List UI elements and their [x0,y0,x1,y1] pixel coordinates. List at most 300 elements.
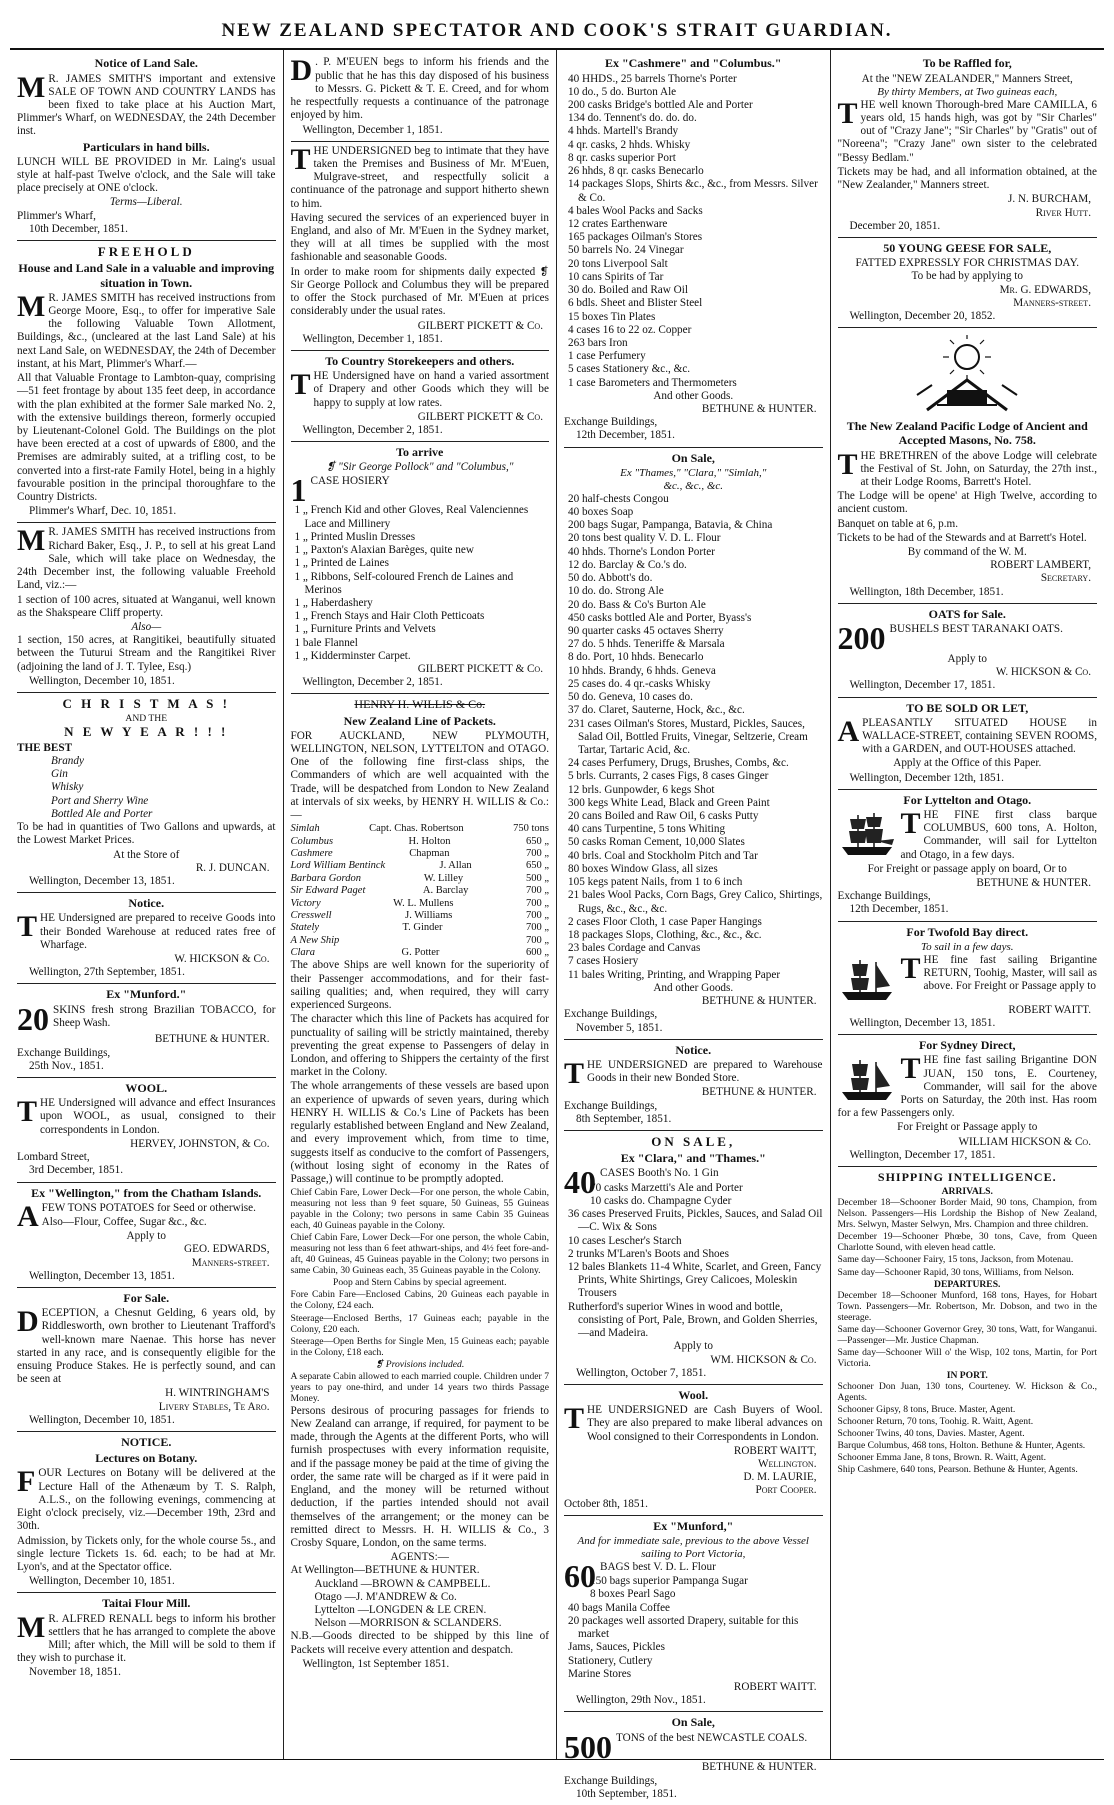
list-item: 4 hhds. Martell's Brandy [568,125,679,138]
in-port-list [838,1381,1098,1475]
list-item: 231 cases Oilman's Stores, Mustard, Pickles, Sauces, Salad Oil, Bottled Fruits, Vinegar, Seltzerie, Cream Tartar, Tartaric Acid, &c. [568,717,808,756]
list-item: Port and Sherry Wine [51,794,149,807]
ad-heading: To be Raffled for, [922,56,1012,71]
wool-buyers [564,1385,823,1516]
in-port-heading: IN PORT. [946,1369,988,1381]
list-item: 6 bdls. Sheet and Blister Steel [568,297,703,310]
ad-body: HE UNDERSIGNED are Cash Buyers of Wool. They are also prepared to make liberal advances on Wool consigned to their Correspondents in London. [587,1404,823,1443]
list-item: 1 „ Furniture Prints and Velvets [294,623,436,636]
also: Also— [131,621,162,634]
list-item: 50 do. Geneva, 10 cases do. [568,691,693,704]
ad-body: In order to make room for shipments daily expected ❡ Sir George Pollock and Columbus they will be prepared to offer the Stock purchased of Mr. M'Euen at prices considerably under the usual rates. [290,265,549,318]
shipping-intelligence [838,1167,1098,1480]
ad-body: HE well known Thorough-bred Mare CAMILLA, 6 years old, 15 hands high, was got by "Sir Charles" out of "Crazy Jane"; "Sir Charles" by "Gratis" out of "Noreena"; "Crazy Jane" own sister to the celebrated "Bessy Bedlam." [837,98,1097,164]
drop-cap: D [17,1305,39,1339]
place: Plimmer's Wharf, [17,209,96,222]
signature: ROBERT WAITT, [733,1444,817,1457]
packets-ad [291,694,550,1675]
drop-cap: T [17,1095,38,1129]
list-item: 40 HHDS., 25 barrels Thorne's Porter [568,72,737,85]
list-item: 80 boxes Window Glass, all sizes [568,862,718,875]
list-item: 1 „ French Stays and Hair Cloth Petticoats [294,610,485,623]
list-item: 5 brls. Currants, 2 cases Figs, 8 cases Ginger [568,770,769,783]
list-item: 30 do. Boiled and Raw Oil [568,284,688,297]
date: Wellington, 27th September, 1851. [29,966,185,979]
notice-bonded-store [564,1040,823,1131]
drop-cap: T [290,142,311,176]
country-storekeepers [291,351,550,442]
ad-body: The Lodge will be opene' at High Twelve, according to ancient custom. [837,490,1097,516]
arrivals-list [838,1197,1098,1277]
list-item: 2 trunks M'Laren's Boots and Shoes [568,1247,729,1260]
on-sale-thames [564,448,823,1040]
ad-heading: To arrive [396,445,444,460]
ad-subheading: FATTED EXPRESSLY FOR CHRISTMAS DAY. [855,257,1080,270]
ship-icon [838,956,896,1004]
ad-body: Also—Flour, Coffee, Sugar &c., &c. [41,1215,207,1228]
list-item: 1 case Barometers and Thermometers [568,376,737,389]
botany-lectures [17,1432,276,1593]
list-item: Brandy [51,755,84,768]
ad-body: Admission, by Tickets only, for the whole course 5s., and single lecture Tickets 1s. 6d. each; to be had at Mr. Lyon's, and at the Spectator office. [17,1534,276,1573]
departures-list [838,1290,1098,1369]
sydney-direct [838,1035,1098,1167]
list-item: 23 bales Cordage and Canvas [568,942,701,955]
ad-body: The whole arrangements of these vessels are based upon an experience of upwards of seven years, during which HENRY H. WILLIS & Co.'s Line of Packets has been regularly established between England and New Zealand, and every improvement which, from time to time, suggests itself as conducive to the comfort of Passengers, (without losing sight of economy in the Rates of Passage,) will continue to be promptly adopted. [290,1080,549,1185]
fare-item: Steerage—Open Berths for Single Men, 15 Guineas each; payable in the Colony, £18 each. [290,1335,549,1358]
drop-cap: F [17,1465,36,1499]
signature: H. WINTRINGHAM'S [165,1387,270,1400]
list-item: 4 qr. casks, 2 hhds. Whisky [568,138,691,151]
date: Wellington, December 10, 1851. [29,674,175,687]
the-best: THE BEST [17,741,73,754]
list-item: December 18—Schooner Munford, 168 tons, Hayes, for Hobart Town. Passengers—Mr. Robertson, Mr. Dobson, and two in the steerage. [837,1289,1097,1323]
ad-body: HE Undersigned will advance and effect Insurances upon WOOL, as usual, consigned to their correspondents in London. [40,1097,276,1136]
baker-land-sale [17,523,276,693]
list-item: 200 casks Bridge's bottled Ale and Porter [568,99,753,111]
signature: WM. HICKSON & Co. [710,1353,817,1366]
apply: Apply to [126,1230,166,1243]
date: 12th December, 1851. [576,429,675,442]
list-item: 10 hhds. Brandy, 6 hhds. Geneva [568,664,716,677]
list-item: December 18—Schooner Border Maid, 90 tons, Champion, from Nelson. Passengers—His Lordship the Bishop of New Zealand, Mrs. Selwyn, Master Selwyn, Mrs. Champion and three children. [837,1197,1097,1231]
ad-heading: ON SALE, [651,1134,736,1149]
house-to-let [838,698,1098,790]
date: 10th December, 1851. [29,222,128,235]
chatham-potatoes [17,1183,276,1288]
list-item: Schooner Emma Jane, 8 tons, Brown. R. Waitt, Agent. [837,1452,1046,1464]
list-item: 12 crates Earthenware [568,217,668,230]
big-number: 20 [17,1000,49,1037]
raffle-ad [838,53,1098,238]
place: Exchange Buildings, [837,890,931,903]
ad-heading: Notice of Land Sale. [94,56,198,71]
big-number: 60 [564,1557,596,1594]
list-item: Same day—Schooner Rapid, 30 tons, Williams, from Nelson. [837,1266,1074,1278]
ad-subheading: By thirty Members, at Two guineas each, [877,85,1058,98]
ad-body: HE FINE first class barque COLUMBUS, 600 tons, A. Holton, Commander, will sail for Lyttelton and Otago, in a few days. [900,808,1097,861]
date: Wellington, October 7, 1851. [576,1366,707,1379]
drop-cap: A [17,1199,39,1233]
big-number: 200 [837,620,886,657]
list-item: 1 bale Flannel [294,636,358,649]
goods-list [564,493,823,982]
signature: HERVEY, JOHNSTON, & Co. [130,1137,270,1150]
ad-body: HE UNDERSIGNED are prepared to Warehouse Goods in their new Bonded Store. [587,1058,823,1085]
list-item: 8 qr. casks superior Port [568,151,676,164]
drop-cap: T [564,1056,585,1090]
list-item: 20 tons best quality V. D. L. Flour [568,532,721,545]
date: 25th Nov., 1851. [29,1059,104,1072]
date: Wellington, December 2, 1851. [302,424,443,437]
signature-line-2: Manners-street. [191,1256,270,1269]
signature-line-4: Port Cooper. [755,1484,817,1497]
ad-body: R. JAMES SMITH'S important and extensive SALE OF TOWN AND COUNTRY LANDS has been fixed to take place at his Auction Mart, Plimmer's Wharf, on WEDNESDAY, the 24th December inst. [17,72,276,138]
drop-cap: D [290,54,313,88]
ad-heading: FREEHOLD [97,244,195,260]
fleet-row: Simlah Capt. Chas. Robertson 750 tons [290,823,549,835]
agents-list [291,1564,550,1630]
drop-cap: T [17,910,38,944]
date: Wellington, December 17, 1851. [849,1148,996,1161]
ad-body: Tickets may be had, and all information obtained, at the "New Zealander," Manners street. [837,165,1097,192]
drop-cap: T [290,368,311,402]
christmas-ad [17,693,276,893]
list-item: Whisky [51,781,84,794]
list-item: 40 hhds. Thorne's London Porter [568,545,715,558]
list-item: 165 packages Oilman's Stores [568,231,703,244]
ad-body: . P. M'EUEN begs to inform his friends and the public that he has this day disposed of his business to Messrs. G. Pickett & T. E. Creed, and for whom he respectfully requests a continuance of the patronage enjoyed by him. [290,56,549,122]
wool-insurance [17,1078,276,1182]
list-item: 36 cases Preserved Fruits, Pickles, Sauces, and Salad Oil—C. Wix & Sons [568,1208,823,1234]
list-item: 40 boxes Soap [568,506,634,518]
list-item: Nelson —MORRISON & SCLANDERS. [314,1617,502,1630]
drop-cap: M [17,289,46,323]
list-item: 40 cans Turpentine, 5 tons Whiting [568,823,726,836]
fare-item: ❡ Provisions included. [375,1358,465,1370]
ad-heading: For Twofold Bay direct. [906,924,1029,939]
list-item: 134 do. Tennent's do. do. do. [568,112,697,125]
drop-cap: M [17,524,46,558]
ad-body: All that Valuable Frontage to Lambton-quay, comprising—51 feet frontage by about 135 feet deep, in accordance with the plan exhibited at the former Sale marked No. 2, with the extensive buildings thereon, formerly occupied by Lieutenant-Colonel Gold. The Buildings on the plot have been erected at a cost of upwards of £800, and the Premises are admirably suited, at a trifling cost, to be converted into a first-rate Family Hotel, being in a highly favourable position in the principal thoroughfare to the Country Districts. [17,372,276,504]
signature-line-3: D. M. LAURIE, [743,1471,817,1484]
fare-item: A separate Cabin allowed to each married couple. Children under 7 years to pay one-third, and under 14 years two thirds Passage Money. [290,1370,549,1404]
ad-heading: For Sydney Direct, [918,1038,1016,1053]
willis-header: HENRY H. WILLIS & Co. [354,697,486,712]
list-item: 1 case Perfumery [568,350,646,363]
drop-cap: M [17,1610,46,1644]
place: Exchange Buildings, [17,1046,111,1059]
list-item: 90 quarter casks 45 octaves Sherry [568,624,724,637]
ad-subheading-2: &c., &c., &c. [663,479,724,492]
ad-body: HE Undersigned are prepared to receive Goods into their Bonded Warehouse at reduced rates free of Wharfage. [40,912,276,951]
other-goods: And other Goods. [653,389,734,402]
signature: GILBERT PICKETT & Co. [417,319,543,332]
drop-cap: T [837,96,858,130]
ad-body: R. JAMES SMITH has received instructions from George Moore, Esq., to offer for imperative Sale the following Valuable Town Allotment, Buildings, &c., (uncleared at the last Land Sale) at his next Land Sale, on WEDNESDAY, the 24th of December instant, at his Mart, Plimmer's Wharf.— [17,291,276,370]
agents-heading: AGENTS:— [390,1551,449,1564]
ad-body: Persons desirous of procuring passages for friends to New Zealand can arrange, if required, for payment to be made, through the Agents at the different Ports, who will furnish prospectuses with every information requisite, and if the passage money be paid at the time of giving the order, the same rate will be charged as if it were paid in England, and the money will be returned without deduction, if the parties intended should not avail themselves of the arrangement; or the money can be remitted direct to Messrs. H. H. WILLIS & Co., 3 Crosby Square, London, on the same terms. [290,1404,549,1549]
big-number: 40 [564,1164,596,1201]
list-item: Auckland —BROWN & CAMPBELL. [314,1577,491,1590]
geese-ad [838,238,1098,328]
ad-body: Having secured the services of an experienced buyer in England, and also of Mr. M'Euen in the Sydney market, they will at all times be supplied with the most fashionable and seasonable Goods. [290,211,549,264]
ad-heading: SHIPPING INTELLIGENCE. [877,1170,1057,1185]
signature: GILBERT PICKETT & Co. [417,410,543,423]
list-item: 10 do., 5 do. Burton Ale [568,85,677,98]
on-sale-clara [564,1131,823,1385]
signature: GEO. EDWARDS, [184,1243,270,1256]
signature: J. N. BURCHAM, [1008,193,1091,206]
drop-cap: T [900,1052,921,1086]
date: Wellington, December 10, 1851. [29,1413,175,1426]
notice-bonded-warehouse [17,893,276,984]
list-item: Same day—Schooner Governor Grey, 30 tons, Watt, for Wanganui.—Passenger—Mr. Justice Chapman. [837,1323,1097,1346]
list-item: 40 brls. Coal and Stockholm Pitch and Tar [568,849,758,862]
ad-heading: Taitai Flour Mill. [102,1596,191,1611]
big-number: 1 [290,471,307,508]
signature: BETHUNE & HUNTER. [701,995,817,1008]
list-item: 26 hhds, 8 qr. casks Benecarlo [568,165,704,178]
drop-cap: A [837,714,860,748]
ad-body: HE fine fast sailing Brigantine DON JUAN, 150 tons, E. Courteney, Commander, will sail for the above Ports on Saturday, the 20th inst. Has room for a few Passengers only. [837,1054,1097,1120]
place: Exchange Buildings, [564,1008,658,1021]
columns [10,50,1104,1800]
ad-body: HE fine fast sailing Brigantine RETURN, Toohig, Master, will sail as above. For Freight or Passage apply to [923,953,1097,993]
ad-heading: The New Zealand Pacific Lodge of Ancient and Accepted Masons, No. 758. [846,419,1088,448]
signature-line-2: River Hutt. [1035,206,1091,219]
list-item: Gin [51,768,68,781]
list-item: 450 casks bottled Ale and Porter, Byass's [568,611,752,624]
venue: At the "NEW ZEALANDER," Manners Street, [861,72,1073,85]
fleet-row: Columbus H. Holton 650 „ [290,835,549,847]
ad-heading: Ex "Munford." [106,987,187,1002]
taitai-flour-mill [17,1593,276,1683]
list-item: 11 bales Writing, Printing, and Wrapping Paper [568,968,781,981]
new-year: N E W Y E A R ! ! ! [64,724,229,740]
twofold-bay [838,922,1098,1036]
goods-list [564,73,823,390]
store: At the Store of [113,848,180,861]
first-item: CASES Booth's No. 1 Gin [600,1167,719,1180]
signature: GILBERT PICKETT & Co. [417,663,543,676]
list-item: 24 cases Perfumery, Drugs, Brushes, Combs, &c. [568,757,789,770]
list-item: 12 bales Blankets 11-4 White, Scarlet, and Green, Fancy Prints, White Shirtings, Grey Calicoes, Moleskin Trousers [568,1261,822,1300]
fleet-row: Sir Edward Paget A. Barclay 700 „ [290,885,549,897]
date: 12th December, 1851. [849,903,949,916]
ad-heading: NOTICE. [121,1435,172,1450]
departures-heading: DEPARTURES. [934,1278,1001,1290]
fleet-row: Cashmere Chapman 700 „ [290,848,549,860]
signature: Mr. G. EDWARDS, [999,283,1091,296]
to-arrive [291,442,550,694]
fares-list [291,1187,550,1404]
ad-heading: Ex "Munford," [653,1518,734,1533]
date: Plimmer's Wharf, Dec. 10, 1851. [29,505,177,518]
list-item: Stationery, Cutlery [568,1654,653,1667]
list-item: 200 bags Sugar, Pampanga, Batavia, & China [568,519,773,532]
ad-body: FOR AUCKLAND, NEW PLYMOUTH, WELLINGTON, NELSON, LYTTELTON and OTAGO. One of the following fine first-class ships, the Commanders of which are well acquainted with the Trade, will be despatched from London to New Zealand at intervals of six weeks, by HENRY H. WILLIS & Co.:— [290,729,549,822]
first-item: BAGS best V. D. L. Flour [600,1560,716,1573]
signature: BETHUNE & HUNTER. [154,1033,270,1046]
list-item: 4 bales Wool Packs and Sacks [568,204,703,217]
ad-heading: Notice. [128,896,165,911]
ad-body: SKINS fresh strong Brazilian TOBACCO, for Sheep Wash. [53,1003,276,1029]
list-item: 150 bags superior Pampanga Sugar [590,1575,748,1588]
date: Wellington, 18th December, 1851. [849,585,1004,598]
ad-body: To be had in quantities of Two Gallons and upwards, at the Lowest Market Prices. [17,821,276,847]
ad-body: TONS of the best NEWCASTLE COALS. [616,1731,808,1744]
date: 3rd December, 1851. [29,1164,123,1177]
list-item: 12 brls. Gunpowder, 6 kegs Shot [568,783,715,796]
goods-list [291,504,550,663]
ad-heading: Notice. [675,1042,712,1057]
signature-line-2: Livery Stables, Te Aro. [158,1400,270,1413]
oats-ad [838,604,1098,698]
signature-line-2: Secretary. [1040,572,1091,585]
ad-subheading: And for immediate sale, previous to the above Vessel sailing to Port Victoria, [577,1535,809,1561]
date: Wellington, December 10, 1851. [29,1575,175,1588]
list-item: 105 kegs patent Nails, from 1 to 6 inch [568,876,743,889]
list-item: 50 barrels No. 24 Vinegar [568,244,684,257]
list-item: 20 tons Liverpool Salt [568,257,668,270]
date: Wellington, 1st September 1851. [302,1657,450,1670]
list-item: 8 boxes Pearl Sago [590,1588,676,1601]
cashmere-columbus [564,53,823,447]
fare-item: Fore Cabin Fare—Enclosed Cabins, 20 Guineas each payable in the Colony, £24 each. [290,1289,549,1312]
list-item: 20 cans Boiled and Raw Oil, 6 casks Putty [568,810,759,823]
list-item: December 19—Schooner Phœbe, 30 tons, Cave, from Queen Charlotte Sound, with eleven head cattle. [837,1231,1097,1254]
column-3 [557,50,831,1800]
ad-heading: 50 YOUNG GEESE FOR SALE, [883,240,1052,255]
fleet-list [291,823,550,959]
ad-heading: On Sale, [671,1715,715,1730]
list-item: 300 kegs White Lead, Black and Green Paint [568,796,770,809]
fleet-row: Victory W. L. Mullens 700 „ [290,897,549,909]
ad-heading: Ex "Cashmere" and "Columbus." [605,56,782,71]
fleet-row: Lord William Bentinck J. Allan 650 „ [290,860,549,872]
freehold-sale [17,241,276,523]
munford-skins [17,984,276,1078]
ad-heading: On Sale, [671,450,715,465]
ad-body: BUSHELS BEST TARANAKI OATS. [889,623,1063,636]
ad-body: HE UNDERSIGNED beg to intimate that they have taken the Premises and Business of Mr. M'Euen, Mulgrave-street, and respectfully solicit a continuance of the patronage and support hitherto shewn to him. [290,144,549,210]
list-item: 10 cans Spirits of Tar [568,270,664,283]
ad-body: LUNCH WILL BE PROVIDED in Mr. Laing's usual style at half-past Twelve o'clock, and the Sale will take place precisely at ONE o'clock. [17,155,276,195]
date: Wellington, December 1, 1851. [302,332,443,345]
list-item: 10 do. do. Strong Ale [568,585,664,598]
ad-body: The above Ships are well known for the superiority of their Passenger accommodations, and for their fast-sailing qualities; and, when required, they will carry experienced Surgeons. [290,959,549,1012]
ad-subheading: To sail in a few days. [921,940,1014,953]
and-the: AND THE [125,713,168,725]
list-item: 1 „ Kidderminster Carpet. [294,649,411,662]
ad-subheading: House and Land Sale in a valuable and improving situation in Town. [18,261,275,290]
date: Wellington, December 2, 1851. [302,676,443,689]
list-item: 14 packages Slops, Shirts &c., &c., from Messrs. Silver & Co. [568,178,818,204]
drop-cap: T [837,447,858,481]
ad-subheading: Particulars in hand bills. [82,139,210,154]
signature: BETHUNE & HUNTER. [701,1086,817,1099]
ad-subheading: Ex "Thames," "Clara," "Simlah," [620,466,767,479]
date: Wellington, December 13, 1851. [29,1269,175,1282]
list-item: 10 casks do. Champagne Cyder [590,1194,732,1207]
apply: Apply to [947,652,987,665]
signature: WILLIAM HICKSON & Co. [958,1135,1091,1148]
place: Exchange Buildings, [564,416,658,429]
place: Lombard Street, [17,1151,90,1164]
place: Exchange Buildings, [564,1099,658,1112]
list-item: 1 „ Paxton's Alaxian Barèges, quite new [294,544,474,557]
ad-body: Apply at the Office of this Paper. [893,757,1042,770]
ships-line: ❡ "Sir George Pollock" and "Columbus," [326,461,514,474]
goods-list [564,1182,823,1341]
munford-flour [564,1516,823,1713]
goods-list [564,1575,823,1681]
command-line: By command of the W. M. [907,546,1027,559]
list-item: 263 bars Iron [568,336,628,349]
ship-icon [838,1056,896,1104]
spirits-list [17,755,276,821]
list-item: 18 packages Slops, Clothing, &c., &c., &c. [568,929,762,941]
date: Wellington, December 17, 1851. [849,679,996,692]
list-item: Schooner Return, 70 tons, Toohig. R. Waitt, Agent. [837,1415,1034,1427]
other-goods: And other Goods. [653,981,734,994]
land-sale-notice [17,53,276,241]
fare-item: Poop and Stern Cabins by special agreement. [333,1277,507,1289]
list-item: Same day—Schooner Fairy, 15 tons, Jackson, from Motenau. [837,1254,1074,1266]
list-item: 50 do. Abbott's do. [568,572,653,585]
signature: ROBERT LAMBERT, [990,559,1091,572]
list-item: 2 cases Floor Cloth, 1 case Paper Hangings [568,915,762,928]
drop-cap: M [17,70,46,104]
list-item: 27 do. 5 hhds. Teneriffe & Marsala [568,638,725,651]
date: 10th September, 1851. [576,1787,677,1800]
apply: To be had by applying to [911,270,1023,283]
terms: Terms—Liberal. [109,196,183,209]
list-item: 1 „ Haberdashery [294,596,373,609]
fare-item: Steerage—Enclosed Berths, 17 Guineas each; payable in the Colony, £20 each. [290,1312,549,1335]
list-item: 37 do. Claret, Sauterne, Hock, &c., &c. [568,704,745,717]
signature-line-2: Wellington. [757,1458,817,1471]
ad-body: N.B.—Goods directed to be shipped by this line of Packets will receive every attention and despatch. [290,1630,549,1656]
list-item: 10 cases Lescher's Starch [568,1234,682,1247]
signature: BETHUNE & HUNTER. [701,1761,817,1774]
list-item: Jams, Sauces, Pickles [568,1641,665,1654]
date: November 18, 1851. [29,1666,121,1679]
list-item: 7 cases Hosiery [568,955,639,968]
arrivals-heading: ARRIVALS. [941,1186,993,1198]
column-1 [10,50,284,1759]
ad-body: 1 section, 150 acres, at Rangitikei, beautifully situated between the Tuturui Stream and the Rangitikei River (adjoining the land of J. T. Tylee, Esq.) [17,634,276,673]
list-item: 40 bags Manila Coffee [568,1601,671,1614]
ad-body: HE Undersigned have on hand a varied assortment of Drapery and other Goods which they will be happy to supply at low rates. [313,370,549,409]
list-item: Ship Cashmere, 640 tons, Pearson. Bethune & Hunter, Agents. [837,1464,1078,1476]
date: November 5, 1851. [576,1021,663,1034]
list-item: 25 cases do. 4 qr.-casks Whisky [568,677,711,690]
list-item: 1 „ French Kid and other Gloves, Real Valenciennes Lace and Millinery [294,504,529,530]
column-2 [284,50,558,1759]
ad-subheading: Ex "Clara," and "Thames." [620,1151,766,1166]
list-item: 15 boxes Tin Plates [568,310,656,323]
ad-body: Tickets to be had of the Stewards and at Barrett's Hotel. [837,531,1087,544]
list-item: Schooner Don Juan, 130 tons, Courteney. W. Hickson & Co., Agents. [837,1380,1097,1403]
signature-line-2: Manners-street. [1013,296,1091,309]
list-item: At Wellington—BETHUNE & HUNTER. [290,1564,480,1577]
ad-heading: TO BE SOLD OR LET, [906,700,1029,715]
signature: BETHUNE & HUNTER. [701,403,817,416]
fleet-row: Barbara Gordon W. Lilley 500 „ [290,872,549,884]
date: Wellington, December 20, 1852. [849,309,996,322]
